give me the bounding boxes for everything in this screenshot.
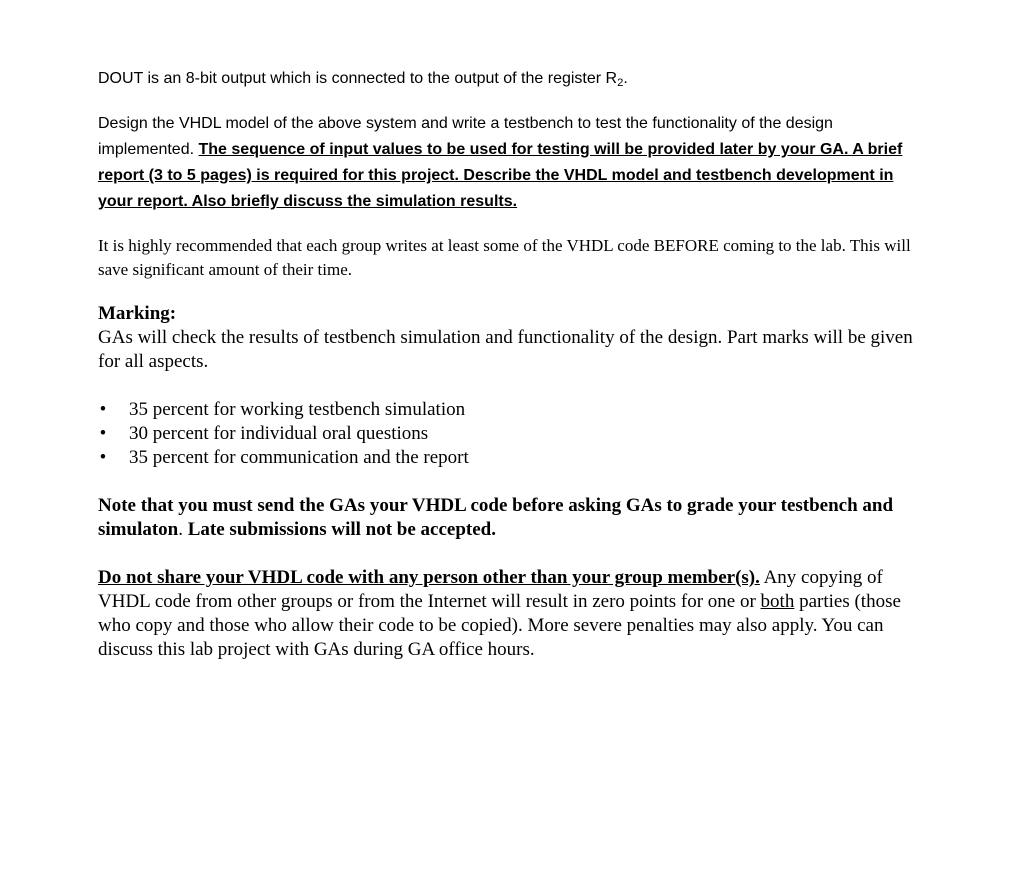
dout-text-end: . — [623, 70, 628, 87]
academic-integrity-paragraph — [98, 566, 918, 662]
list-item — [98, 422, 918, 446]
integrity-text-1: Any copying of VHDL code from other groups or from the Internet will result in zero points for one or — [98, 567, 883, 612]
list-item-text: 35 percent for working testbench simulation — [129, 399, 466, 420]
list-item-text: 35 percent for communication and the report — [129, 447, 469, 468]
marking-heading: Marking: — [98, 303, 177, 324]
both-emphasis: both — [760, 591, 795, 612]
register-subscript: 2 — [617, 76, 624, 89]
marking-breakdown-list — [98, 398, 918, 470]
sharing-warning: Do not share your VHDL code with any person other than your group member(s). — [98, 567, 760, 588]
marking-description: GAs will check the results of testbench simulation and functionality of the design. Part marks will be given for all aspects. — [98, 327, 913, 372]
bullet-icon: • — [99, 447, 107, 468]
design-text: Design the VHDL model of the above system and write a testbench to test the functionality of the design implemented. — [98, 115, 833, 158]
list-item-text: 30 percent for individual oral questions — [129, 423, 429, 444]
list-item — [98, 398, 918, 422]
late-submission-warning: Late submissions will not be accepted. — [187, 519, 496, 540]
submission-note-main: Note that you must send the GAs your VHDL code before asking GAs to grade your testbench and simulaton — [98, 495, 894, 540]
dout-description — [98, 66, 918, 96]
bullet-icon: • — [99, 399, 107, 420]
recommendation-paragraph: It is highly recommended that each group writes at least some of the VHDL code BEFORE coming to the lab. This will save significant amount of their time. — [98, 236, 911, 279]
dout-text: DOUT is an 8-bit output which is connected to the output of the register R — [98, 70, 618, 87]
submission-note — [98, 494, 918, 542]
design-instructions — [98, 111, 918, 215]
list-item — [98, 446, 918, 470]
bullet-icon: • — [99, 423, 107, 444]
submission-note-period: . — [178, 519, 188, 540]
integrity-text-2: parties (those who copy and those who allow their code to be copied). More severe penalties may also apply. You can discuss this lab project with GAs during GA office hours. — [98, 591, 901, 660]
marking-section — [98, 302, 918, 374]
report-requirements: The sequence of input values to be used for testing will be provided later by your GA. A brief report (3 to 5 pages) is required for this project. Describe the VHDL model and testbench development in your report. Also briefly discuss the simulation results. — [98, 141, 903, 210]
